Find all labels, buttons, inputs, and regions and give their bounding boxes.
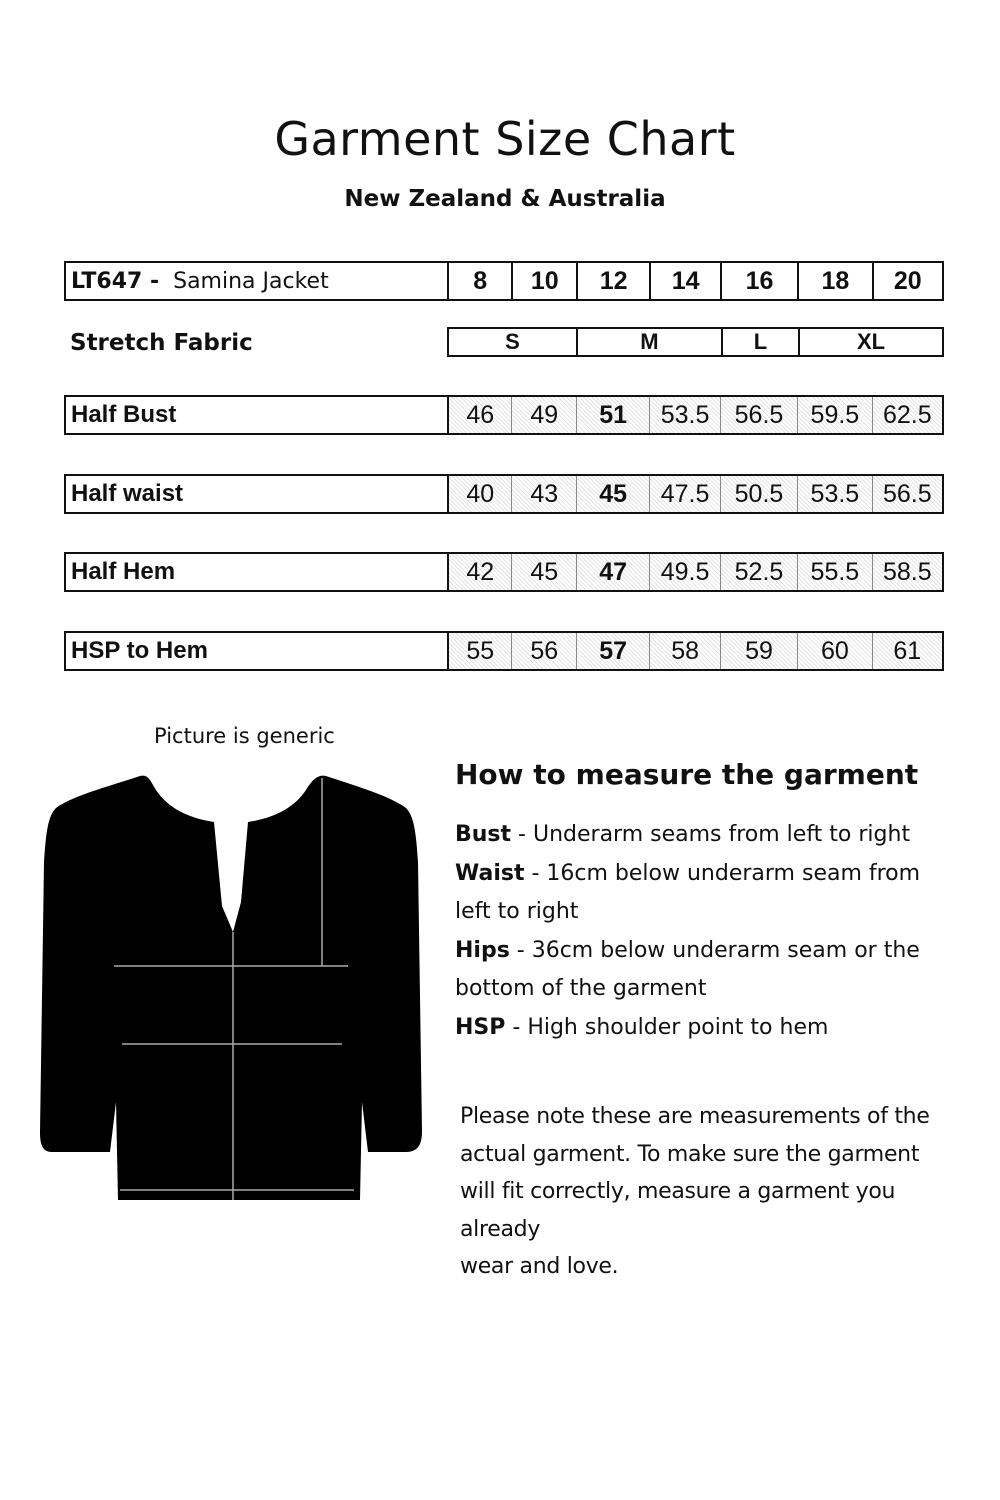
measurement-value: 60 [797, 633, 871, 669]
measurement-value: 49 [511, 397, 575, 433]
measurement-value: 62.5 [872, 397, 942, 433]
measurement-value: 57 [576, 633, 649, 669]
measurement-value: 61 [872, 633, 942, 669]
measure-title: How to measure the garment [455, 758, 919, 791]
note-line: Please note these are measurements of the [460, 1104, 930, 1129]
product-name: Samina Jacket [173, 268, 329, 294]
size-cell: 18 [797, 263, 871, 299]
fit-row [447, 327, 944, 357]
measure-item-hips: Hips - 36cm below underarm seam or the [455, 937, 920, 963]
measurement-value: 50.5 [720, 476, 797, 512]
measurement-value: 56.5 [872, 476, 942, 512]
size-cell: 14 [649, 263, 719, 299]
fit-cell-m: M [576, 329, 721, 355]
measurement-cells [447, 395, 944, 435]
measurement-value: 56.5 [720, 397, 797, 433]
product-code: LT647 - [71, 268, 160, 294]
measurement-value: 56 [511, 633, 575, 669]
measure-item-hips-cont: bottom of the garment [455, 976, 707, 1001]
jacket-illustration [38, 772, 428, 1204]
fit-cell-xl: XL [798, 329, 942, 355]
measurement-value: 58 [649, 633, 719, 669]
measurement-row-hsp-to-hem [64, 631, 944, 671]
jacket-silhouette [40, 776, 422, 1200]
measurement-value: 43 [511, 476, 575, 512]
size-cell: 10 [511, 263, 575, 299]
measurement-value: 40 [466, 479, 495, 508]
measurement-value: 47.5 [649, 476, 719, 512]
note-line: actual garment. To make sure the garment [460, 1141, 920, 1167]
page-subtitle: New Zealand & Australia [344, 186, 666, 212]
measurement-cells [447, 552, 944, 592]
measurement-label: Half waist [64, 474, 449, 514]
measurement-row-half-bust [64, 395, 944, 435]
note-line: will fit correctly, measure a garment you already [460, 1179, 896, 1242]
measurement-value: 45 [511, 554, 575, 590]
measurement-row-half-hem [64, 552, 944, 592]
measurement-value: 52.5 [720, 554, 797, 590]
measurement-label: HSP to Hem [64, 631, 449, 671]
measurement-value: 59 [720, 633, 797, 669]
measurement-value: 55.5 [797, 554, 871, 590]
fit-cell-l: L [721, 329, 798, 355]
size-header-row [64, 261, 944, 301]
measure-item-waist: Waist - 16cm below underarm seam from [455, 860, 921, 886]
note-line: wear and love. [460, 1254, 619, 1279]
measurement-value: 51 [576, 397, 649, 433]
measure-item-bust: Bust - Underarm seams from left to right [455, 822, 911, 847]
measurement-cells [447, 474, 944, 514]
measurement-value: 42 [466, 557, 495, 586]
measurement-value: 59.5 [797, 397, 871, 433]
measurement-value: 45 [576, 476, 649, 512]
measurement-value: 46 [466, 400, 495, 429]
measurement-value: 55 [466, 636, 495, 665]
measurement-value: 49.5 [649, 554, 719, 590]
fabric-label: Stretch Fabric [70, 330, 253, 356]
measure-item-hsp: HSP - High shoulder point to hem [455, 1014, 829, 1040]
size-cell: 8 [473, 266, 488, 295]
measurement-value: 53.5 [649, 397, 719, 433]
size-cells [447, 261, 944, 301]
product-label [64, 261, 449, 301]
picture-note: Picture is generic [154, 724, 335, 748]
size-cell: 12 [576, 263, 649, 299]
measure-item-waist-cont: left to right [455, 899, 579, 924]
measurement-value: 53.5 [797, 476, 871, 512]
measure-instructions [455, 816, 955, 1047]
measurement-row-half-waist [64, 474, 944, 514]
measurement-label: Half Bust [64, 395, 449, 435]
measurement-value: 58.5 [872, 554, 942, 590]
fit-cell-s: S [505, 329, 520, 354]
size-cell: 16 [720, 263, 797, 299]
page-title: Garment Size Chart [274, 112, 736, 166]
measurement-cells [447, 631, 944, 671]
measurement-label: Half Hem [64, 552, 449, 592]
measurement-value: 47 [576, 554, 649, 590]
measurement-note [460, 1098, 980, 1286]
size-cell: 20 [872, 263, 942, 299]
